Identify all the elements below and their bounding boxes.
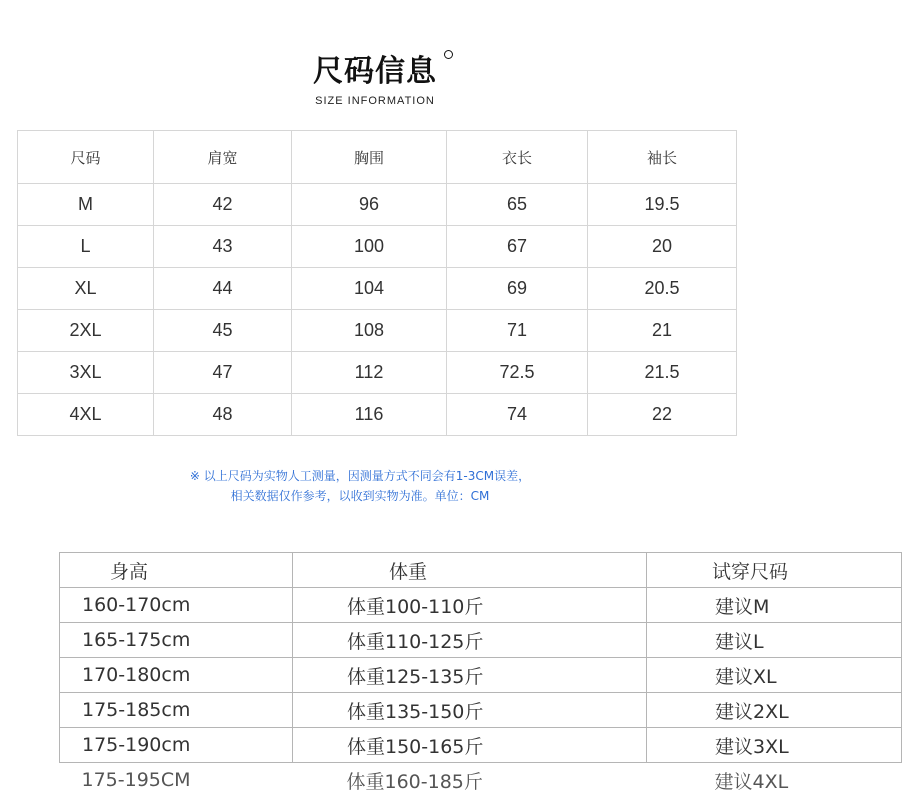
header-cell: 胸围: [292, 131, 447, 184]
table-cell: 96: [292, 184, 447, 226]
table-row: [60, 728, 902, 763]
table-cell: 47: [154, 352, 292, 394]
table-cell: 116: [292, 394, 447, 436]
measurement-note-line-1: ※ 以上尺码为实物人工测量，因测量方式不同会有1-3CM误差，: [189, 469, 531, 483]
table-row: [18, 352, 737, 394]
table-cell: 21.5: [588, 352, 737, 394]
size-table-header: [18, 131, 737, 184]
table-cell: 44: [154, 268, 292, 310]
table-cell: 19.5: [588, 184, 737, 226]
table-row: [18, 226, 737, 268]
table-cell: 体重160-185斤: [346, 770, 483, 793]
table-row: [60, 588, 902, 623]
table-row: [18, 394, 737, 436]
title-dot-icon: [444, 50, 453, 59]
table-cell: 48: [154, 394, 292, 436]
header-cell: 体重: [293, 553, 647, 588]
table-cell: 建议L: [647, 623, 902, 658]
table-cell: 20.5: [588, 268, 737, 310]
table-cell: 体重150-165斤: [293, 728, 647, 763]
table-cell: 100: [292, 226, 447, 268]
table-cell: 69: [447, 268, 588, 310]
table-cell: 建议2XL: [647, 693, 902, 728]
table-row: [18, 268, 737, 310]
table-cell: 4XL: [18, 394, 154, 436]
table-row: [60, 763, 902, 798]
table-row: [60, 658, 902, 693]
table-cell: 体重110-125斤: [293, 623, 647, 658]
table-cell: 175-195CM: [81, 769, 191, 791]
table-cell: 22: [588, 394, 737, 436]
table-cell: 72.5: [447, 352, 588, 394]
header-cell: 肩宽: [154, 131, 292, 184]
table-cell: 21: [588, 310, 737, 352]
table-cell: 建议3XL: [647, 728, 902, 763]
recommendation-header: [60, 553, 902, 588]
table-cell: 体重135-150斤: [293, 693, 647, 728]
header-cell: 衣长: [447, 131, 588, 184]
table-row: [60, 693, 902, 728]
table-cell: 112: [292, 352, 447, 394]
table-row: [18, 184, 737, 226]
table-cell: XL: [18, 268, 154, 310]
table-cell: 体重100-110斤: [293, 588, 647, 623]
table-cell: 3XL: [18, 352, 154, 394]
table-cell: M: [18, 184, 154, 226]
table-cell: 20: [588, 226, 737, 268]
table-row: [60, 623, 902, 658]
title-wrap: [0, 52, 750, 92]
table-cell: 165-175cm: [60, 623, 293, 658]
table-cell: 65: [447, 184, 588, 226]
header-cell: 尺码: [18, 131, 154, 184]
table-cell: 43: [154, 226, 292, 268]
table-cell: 160-170cm: [60, 588, 293, 623]
page-title: 尺码信息: [313, 52, 437, 92]
table-cell: 42: [154, 184, 292, 226]
table-row: [18, 310, 737, 352]
table-cell: 建议4XL: [714, 770, 789, 793]
table-cell: 170-180cm: [60, 658, 293, 693]
measurement-note-line-2: 相关数据仅作参考，以收到实物为准。单位：CM: [230, 489, 490, 503]
table-cell: L: [18, 226, 154, 268]
table-cell: 体重125-135斤: [293, 658, 647, 693]
table-cell: 建议XL: [647, 658, 902, 693]
table-cell: 2XL: [18, 310, 154, 352]
size-recommendation-table: [59, 552, 902, 797]
table-cell: 175-190cm: [60, 728, 293, 763]
page-subtitle: SIZE INFORMATION: [315, 95, 435, 107]
table-cell: 104: [292, 268, 447, 310]
header-cell: 袖长: [588, 131, 737, 184]
header-cell: 试穿尺码: [647, 553, 902, 588]
table-cell: 108: [292, 310, 447, 352]
size-table: [17, 130, 737, 436]
table-cell: 67: [447, 226, 588, 268]
table-cell: 45: [154, 310, 292, 352]
table-cell: 71: [447, 310, 588, 352]
header-cell: 身高: [60, 553, 293, 588]
table-cell: 74: [447, 394, 588, 436]
table-cell: 建议M: [647, 588, 902, 623]
table-cell: 175-185cm: [60, 693, 293, 728]
